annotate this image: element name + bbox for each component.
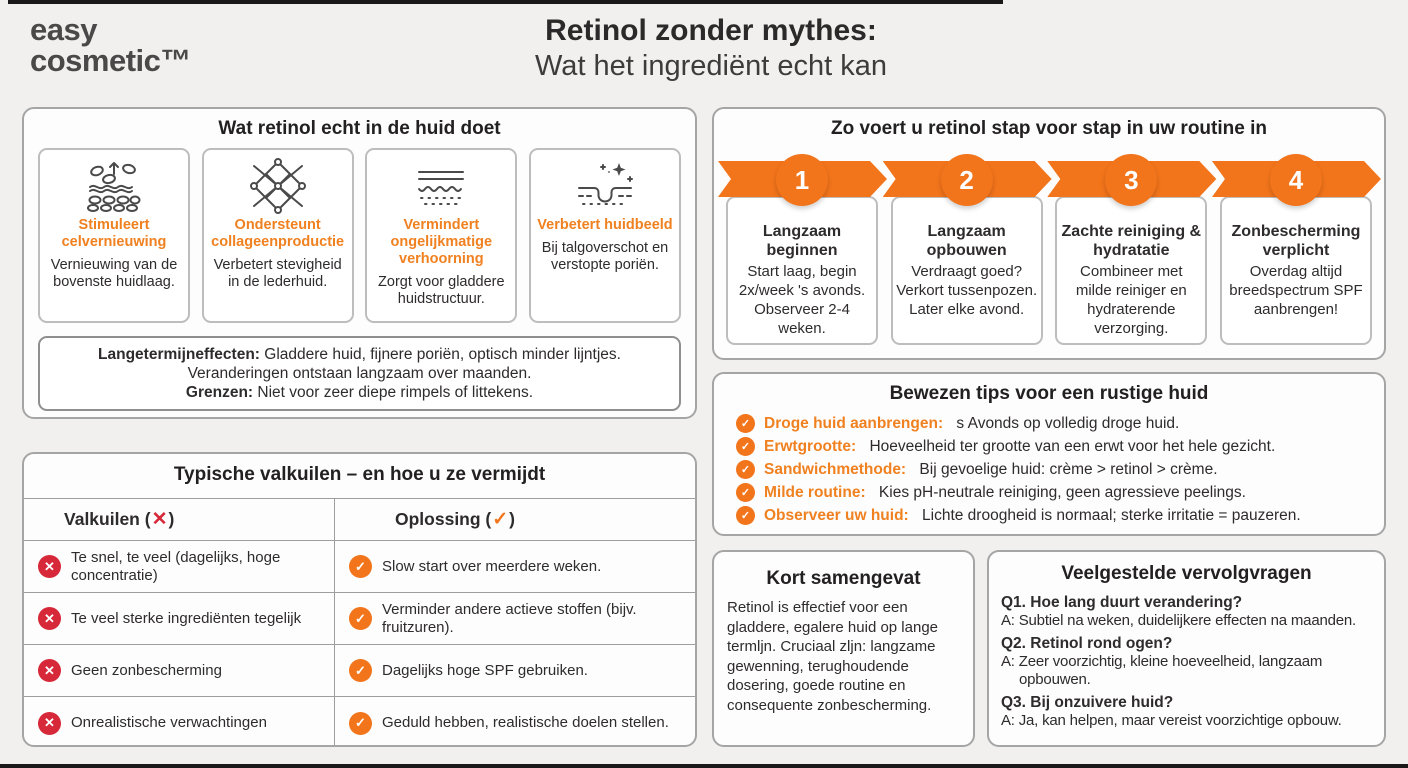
faq-panel-title: Veelgestelde vervolgvragen (1061, 563, 1312, 584)
page-title-line2: Wat het ingrediënt echt kan (535, 50, 887, 82)
page-title-line1: Retinol zonder mythes: (545, 14, 877, 47)
cross-icon: ✕ (38, 555, 61, 578)
check-icon: ✓ (736, 437, 755, 456)
faq-answer: A: Zeer voorzichtig, kleine hoeveelheid, langzaam opbouwen. (1001, 653, 1323, 688)
longterm-text1: Gladdere huid, fijnere poriën, optisch minder lijntjes. (259, 346, 621, 363)
table-row (24, 696, 695, 747)
step-heading: Zachte reiniging & hydratatie (1061, 223, 1202, 259)
pitfall-text: Te snel, te veel (dagelijks, hoge concentratie) (71, 549, 281, 584)
brand-logo-line2: cosmetic™ (30, 43, 191, 78)
pore-sparkle-icon (573, 158, 637, 214)
effect-card-collagen (202, 148, 354, 323)
longterm-label2: Grenzen: (185, 384, 254, 401)
check-icon: ✓ (349, 712, 372, 735)
tip-label: Milde routine: (764, 483, 866, 501)
tip-text: Hoeveelheid ter grootte van een erwt voor het hele gezicht. (865, 437, 1276, 455)
effects-cards (24, 148, 695, 323)
step-text: Overdag altijd breedspectrum SPF aanbrengen! (1229, 263, 1363, 318)
cross-icon: ✕ (38, 659, 61, 682)
step-3 (1055, 154, 1207, 345)
faq-question: Q1. Hoe lang duurt verandering? (1001, 594, 1243, 611)
tip-label: Erwtgrootte: (764, 437, 857, 455)
solutions-col-close: ) (509, 509, 515, 529)
longterm-label1: Langetermijneffecten: (98, 346, 260, 363)
check-icon: ✓ (349, 555, 372, 578)
effects-panel (22, 107, 697, 419)
step-number-badge: 4 (1270, 154, 1322, 206)
list-item (714, 412, 1384, 435)
tips-panel (712, 372, 1386, 536)
routine-steps-title: Zo voert u retinol stap voor stap in uw routine in (831, 118, 1267, 139)
pitfall-text: Te veel sterke ingrediënten tegelijk (71, 609, 302, 627)
pitfalls-panel-title: Typische valkuilen – en hoe u ze vermijdt (173, 464, 546, 485)
effects-panel-title: Wat retinol echt in de huid doet (218, 118, 501, 139)
longterm-line3 (44, 383, 675, 402)
pitfalls-col-header (24, 499, 335, 540)
cross-icon: ✕ (38, 607, 61, 630)
effect-card-pore (529, 148, 681, 323)
tip-text: Kies pH-neutrale reiniging, geen agressieve peelings. (874, 483, 1246, 501)
solution-text: Dagelijks hoge SPF gebruiken. (382, 661, 588, 679)
longterm-effects-box (38, 336, 681, 411)
check-icon: ✓ (736, 483, 755, 502)
cross-icon: ✕ (151, 509, 168, 530)
step-heading: Langzaam opbouwen (926, 223, 1007, 259)
step-1 (726, 154, 878, 345)
skin-texture-icon (409, 158, 473, 214)
steps-row (714, 154, 1384, 345)
collagen-mesh-icon (246, 158, 310, 214)
summary-text: Retinol is effectief voor een gladdere, egalere huid op lange termljn. Cruciaal zljn: langzame gewenning, terughoudende dosering, goede routine en consequente zonbescherming. (727, 599, 939, 714)
pitfall-text: Onrealistische verwachtingen (71, 714, 267, 732)
pitfalls-header-row (24, 498, 695, 540)
step-2 (891, 154, 1043, 345)
summary-panel (712, 550, 975, 747)
solution-text: Verminder andere actieve stoffen (bijv. fruitzuren). (382, 601, 637, 636)
pitfalls-panel (22, 452, 697, 747)
tips-panel-title: Bewezen tips voor een rustige huid (889, 383, 1209, 404)
longterm-line1 (44, 345, 675, 364)
check-icon: ✓ (736, 506, 755, 525)
effect-card-text: Vernieuwing van de bovenste huidlaag. (50, 257, 178, 290)
step-text: Start laag, begin 2x/week 's avonds. Observeer 2-4 weken. (738, 263, 866, 337)
list-item (714, 458, 1384, 481)
pitfalls-col-close: ) (168, 509, 175, 529)
solution-text: Geduld hebben, realistische doelen stellen. (382, 714, 669, 732)
check-icon: ✓ (736, 460, 755, 479)
cell-renewal-icon (82, 158, 146, 214)
tip-label: Droge huid aanbrengen: (764, 414, 944, 432)
frame-artifact-top (8, 0, 1003, 4)
faq-answer: A: Ja, kan helpen, maar vereist voorzichtige opbouw. (1001, 712, 1342, 729)
step-4 (1220, 154, 1372, 345)
effect-card-texture (365, 148, 517, 323)
effect-card-heading: Verbetert huidbeeld (537, 217, 673, 233)
summary-panel-title: Kort samengevat (766, 568, 921, 589)
step-heading: Zonbescherming verplicht (1231, 223, 1361, 259)
faq-question: Q2. Retinol rond ogen? (1001, 635, 1173, 652)
faq-question: Q3. Bij onzuivere huid? (1001, 694, 1174, 711)
effect-card-heading: Ondersteunt collageenproductie (211, 217, 345, 250)
tip-text: Bij gevoelige huid: crème > retinol > crème. (915, 460, 1218, 478)
effect-card-text: Zorgt voor gladdere huidstructuur. (378, 274, 505, 307)
tip-text: s Avonds op volledig droge huid. (952, 414, 1180, 432)
check-icon: ✓ (349, 659, 372, 682)
solutions-col-header (335, 499, 695, 540)
table-row (24, 592, 695, 644)
routine-steps-panel (712, 107, 1386, 360)
faq-panel (987, 550, 1386, 747)
check-icon: ✓ (736, 414, 755, 433)
step-heading: Langzaam beginnen (762, 223, 842, 259)
step-text: Verdraagt goed? Verkort tussenpozen. Later elke avond. (896, 263, 1038, 318)
pitfall-text: Geen zonbescherming (71, 661, 222, 679)
brand-logo (30, 14, 191, 76)
tip-text: Lichte droogheid is normaal; sterke irritatie = pauzeren. (917, 506, 1301, 524)
table-row (24, 644, 695, 696)
check-icon: ✓ (349, 607, 372, 630)
brand-logo-line1: easy (30, 12, 97, 47)
effect-card-text: Verbetert stevigheid in de lederhuid. (213, 257, 342, 290)
tips-list (714, 412, 1384, 527)
solutions-col-label: Oplossing ( (395, 509, 492, 529)
list-item (714, 435, 1384, 458)
list-item (714, 481, 1384, 504)
solution-text: Slow start over meerdere weken. (382, 557, 602, 575)
list-item (714, 504, 1384, 527)
faq-items (989, 585, 1384, 730)
effect-card-text: Bij talgoverschot en verstopte poriën. (541, 240, 669, 273)
cross-icon: ✕ (38, 712, 61, 735)
tip-label: Observeer uw huid: (764, 506, 909, 524)
step-number-badge: 1 (776, 154, 828, 206)
pitfalls-col-label: Valkuilen ( (64, 509, 151, 529)
step-number-badge: 3 (1105, 154, 1157, 206)
check-icon: ✓ (492, 509, 509, 530)
tip-label: Sandwichmethode: (764, 460, 907, 478)
longterm-line2: Veranderingen ontstaan langzaam over maanden. (187, 365, 532, 382)
table-row (24, 540, 695, 592)
faq-answer: A: Subtiel na weken, duidelijkere effecten na maanden. (1001, 612, 1357, 629)
frame-artifact-bottom (0, 764, 1408, 768)
effect-card-heading: Stimuleert celvernieuwing (61, 217, 167, 250)
effect-card-heading: Vermindert ongelijkmatige verhoorning (390, 217, 493, 267)
page-title (380, 12, 1042, 83)
effect-card-cell-renewal (38, 148, 190, 323)
step-number-badge: 2 (941, 154, 993, 206)
step-text: Combineer met milde reiniger en hydraterende verzorging. (1075, 263, 1187, 337)
longterm-text2: Niet voor zeer diepe rimpels of littekens. (253, 384, 534, 401)
